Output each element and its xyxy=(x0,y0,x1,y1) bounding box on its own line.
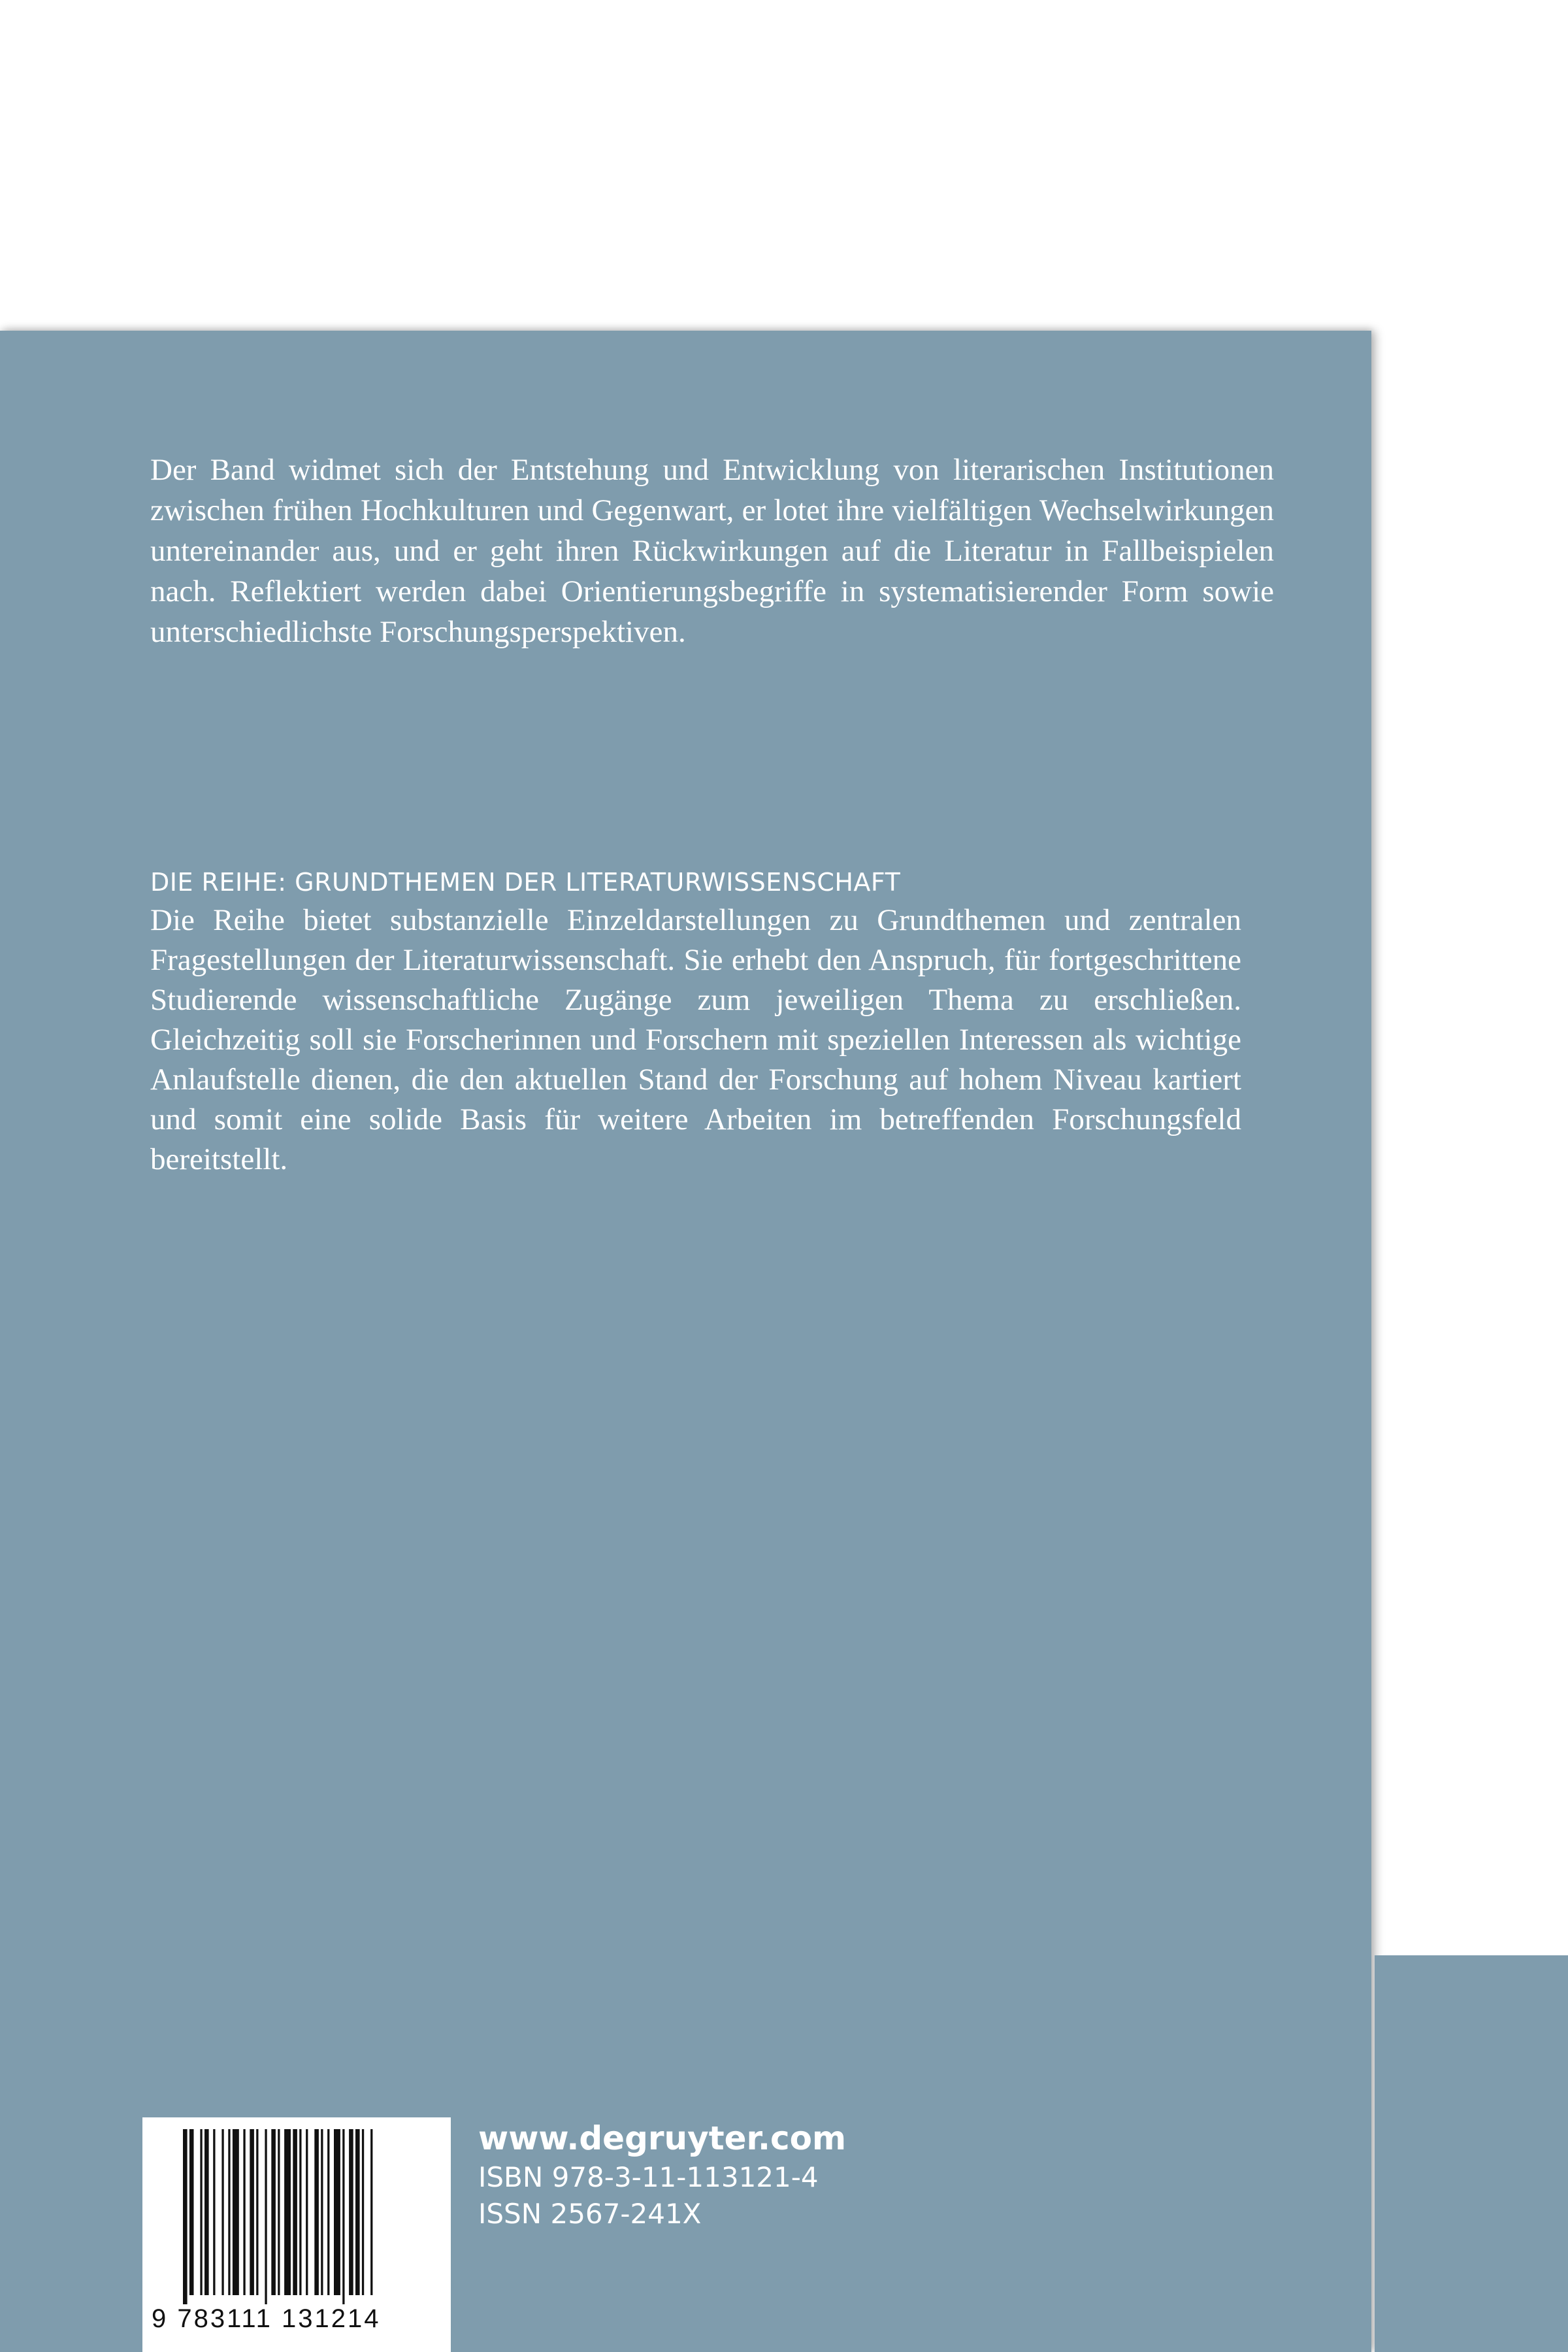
issn-number: ISSN 2567-241X xyxy=(478,2198,702,2230)
barcode-bar xyxy=(228,2129,230,2295)
barcode-bar xyxy=(342,2129,344,2304)
barcode-bar xyxy=(321,2129,323,2295)
barcode-bar xyxy=(293,2129,297,2295)
barcode-bar xyxy=(278,2129,280,2295)
barcode-bar xyxy=(327,2129,329,2295)
publisher-website-link[interactable]: www.degruyter.com xyxy=(478,2119,847,2157)
isbn-number: ISBN 978-3-11-113121-4 xyxy=(478,2161,819,2193)
barcode-bar xyxy=(243,2129,245,2295)
barcode-bar xyxy=(370,2129,372,2295)
barcode-bar xyxy=(221,2129,223,2295)
barcode-bar xyxy=(314,2129,319,2295)
barcode-bar xyxy=(271,2129,276,2295)
series-description: Die Reihe bietet substanzielle Einzeldarstellungen zu Grundthemen und zentralen Fragestellungen der Literaturwissenschaft. Sie erhebt den Anspruch, für fortgeschrittene Studierende wissenschaftliche Zugänge zum jeweiligen Thema zu erschließen. Gleichzeitig soll sie Forscherinnen und Forschern mit speziellen Interessen als wichtige Anlaufstelle dienen, die den aktuellen Stand der Forschung auf hohem Niveau kartiert und somit eine solide Basis für weitere Arbeiten im betreffenden Forschungsfeld bereitstellt. xyxy=(150,903,1241,1176)
barcode-bar xyxy=(256,2129,258,2295)
barcode-bar xyxy=(355,2129,360,2295)
barcode-number: 9 783111 131214 xyxy=(152,2304,381,2333)
barcode-bar xyxy=(349,2129,353,2295)
book-blurb: Der Band widmet sich der Entstehung und Entwicklung von literarischen Institutionen zwischen frühen Hochkulturen und Gegenwart, er lotet ihre vielfältigen Wechselwirkungen untereinander aus, und er geht ihren Rückwirkungen auf die Literatur in Fallbeispielen nach. Reflektiert werden dabei Orientierungsbegriffe in systematisierender Form sowie unterschiedlichste Forschungsperspektiven. xyxy=(150,453,1274,649)
cover-edge-strip xyxy=(1375,1955,1568,2352)
barcode-bar xyxy=(204,2129,209,2295)
barcode-bar xyxy=(299,2129,301,2295)
publisher-info xyxy=(478,2117,846,2232)
barcode-bar xyxy=(334,2129,340,2295)
barcode-bar xyxy=(362,2129,364,2295)
barcode-bar xyxy=(200,2129,202,2295)
barcode-bar xyxy=(189,2129,194,2295)
series-heading: DIE REIHE: GRUNDTHEMEN DER LITERATURWISSENSCHAFT xyxy=(150,868,901,897)
barcode-bar xyxy=(213,2129,215,2295)
barcode-bar xyxy=(183,2129,188,2304)
barcode-bar xyxy=(306,2129,308,2295)
barcode-bar xyxy=(233,2129,239,2295)
barcode-bar xyxy=(265,2129,267,2304)
barcode-bar xyxy=(284,2129,291,2295)
barcode xyxy=(142,2117,451,2352)
barcode-bar xyxy=(250,2129,254,2295)
